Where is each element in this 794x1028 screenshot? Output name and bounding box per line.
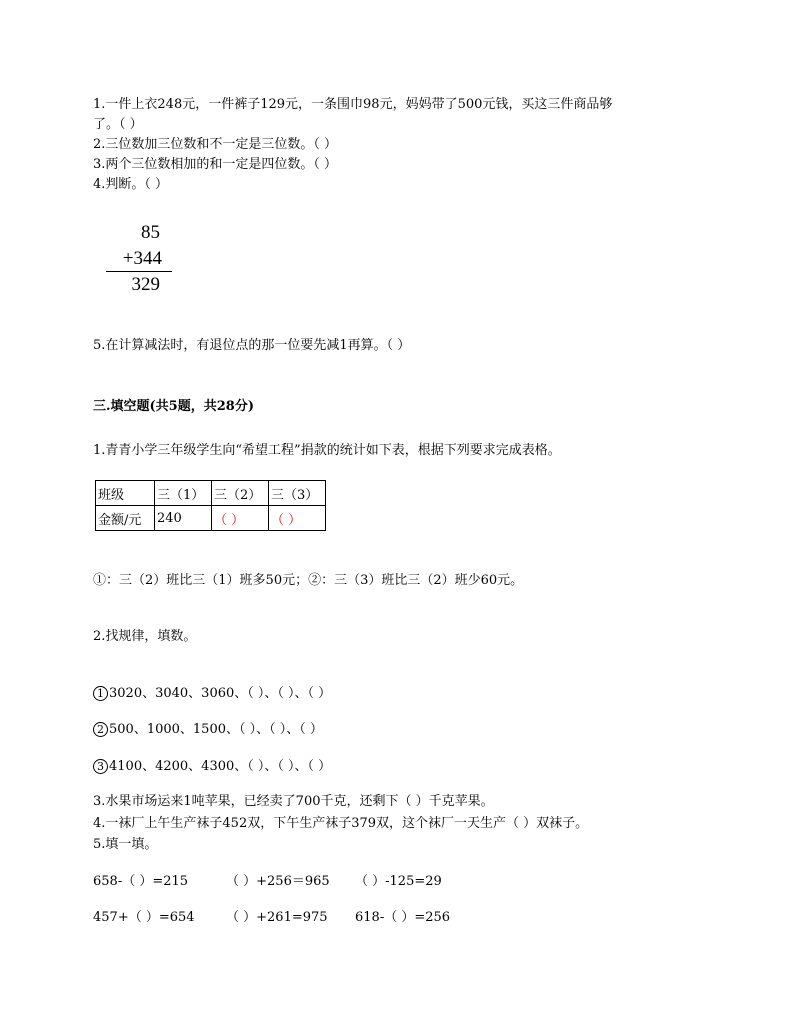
table-header-cell: 三（2） <box>212 481 269 506</box>
fill-equation: （ ）+256＝965 <box>226 874 330 889</box>
pattern-item <box>93 684 331 704</box>
judgement-q1-line2: 了。（ ） <box>93 117 143 132</box>
fill-q3: 3.水果市场运来1吨苹果，已经卖了700千克，还剩下（ ）千克苹果。 <box>93 794 494 809</box>
fill-equation: 457+（ ）=654 <box>93 910 195 925</box>
table-header-row <box>96 481 326 506</box>
pattern-text: 4100、4200、4300、（ ）、（ ）、（ ） <box>109 759 332 774</box>
fill-equation: （ ）+261=975 <box>226 910 328 925</box>
table-blank-cell[interactable]: （ ） <box>212 506 269 531</box>
circled-number: 2 <box>93 722 108 737</box>
sum-line <box>106 271 172 272</box>
fill-q1-conditions: ①：三（2）班比三（1）班多50元；②：三（3）班比三（2）班少60元。 <box>93 573 524 588</box>
addend-bottom: +344 <box>122 248 162 269</box>
donation-table <box>95 480 326 531</box>
pattern-item <box>93 757 331 777</box>
table-row <box>96 506 326 531</box>
fill-q2: 2.找规律，填数。 <box>93 629 197 644</box>
pattern-text: 500、1000、1500、（ ）、（ ）、（ ） <box>109 722 323 737</box>
judgement-q3: 3.两个三位数相加的和一定是四位数。（ ） <box>93 157 338 172</box>
fill-q1: 1.青青小学三年级学生向“希望工程”捐款的统计如下表，根据下列要求完成表格。 <box>93 443 561 458</box>
pattern-text: 3020、3040、3060、（ ）、（ ）、（ ） <box>109 686 332 701</box>
section-heading: 三.填空题(共5题，共28分) <box>93 399 254 414</box>
fill-q4: 4.一袜厂上午生产袜子452双，下午生产袜子379双，这个袜厂一天生产（ ）双袜子。 <box>93 816 589 831</box>
fill-equation: 618-（ ）=256 <box>355 910 451 925</box>
judgement-q5: 5.在计算减法时，有退位点的那一位要先减1再算。（ ） <box>93 338 411 353</box>
table-header-cell: 班级 <box>96 481 155 506</box>
fill-equation: （ ）-125=29 <box>355 874 442 889</box>
addend-top: 85 <box>141 222 160 243</box>
circled-number: 1 <box>93 686 108 701</box>
circled-number: 3 <box>93 759 108 774</box>
sum-result: 329 <box>131 274 160 295</box>
judgement-q1-line1: 1.一件上衣248元，一件裤子129元，一条围巾98元，妈妈带了500元钱，买这三件商品够 <box>93 97 613 112</box>
pattern-item <box>93 720 323 740</box>
table-cell: 金额/元 <box>96 506 155 531</box>
table-header-cell: 三（3） <box>269 481 326 506</box>
fill-equation: 658-（ ）=215 <box>93 874 189 889</box>
judgement-q4: 4.判断。（ ） <box>93 177 169 192</box>
table-cell: 240 <box>155 506 212 531</box>
table-blank-cell[interactable]: （ ） <box>269 506 326 531</box>
table-header-cell: 三（1） <box>155 481 212 506</box>
judgement-q2: 2.三位数加三位数和不一定是三位数。（ ） <box>93 137 338 152</box>
fill-q5: 5.填一填。 <box>93 837 158 852</box>
